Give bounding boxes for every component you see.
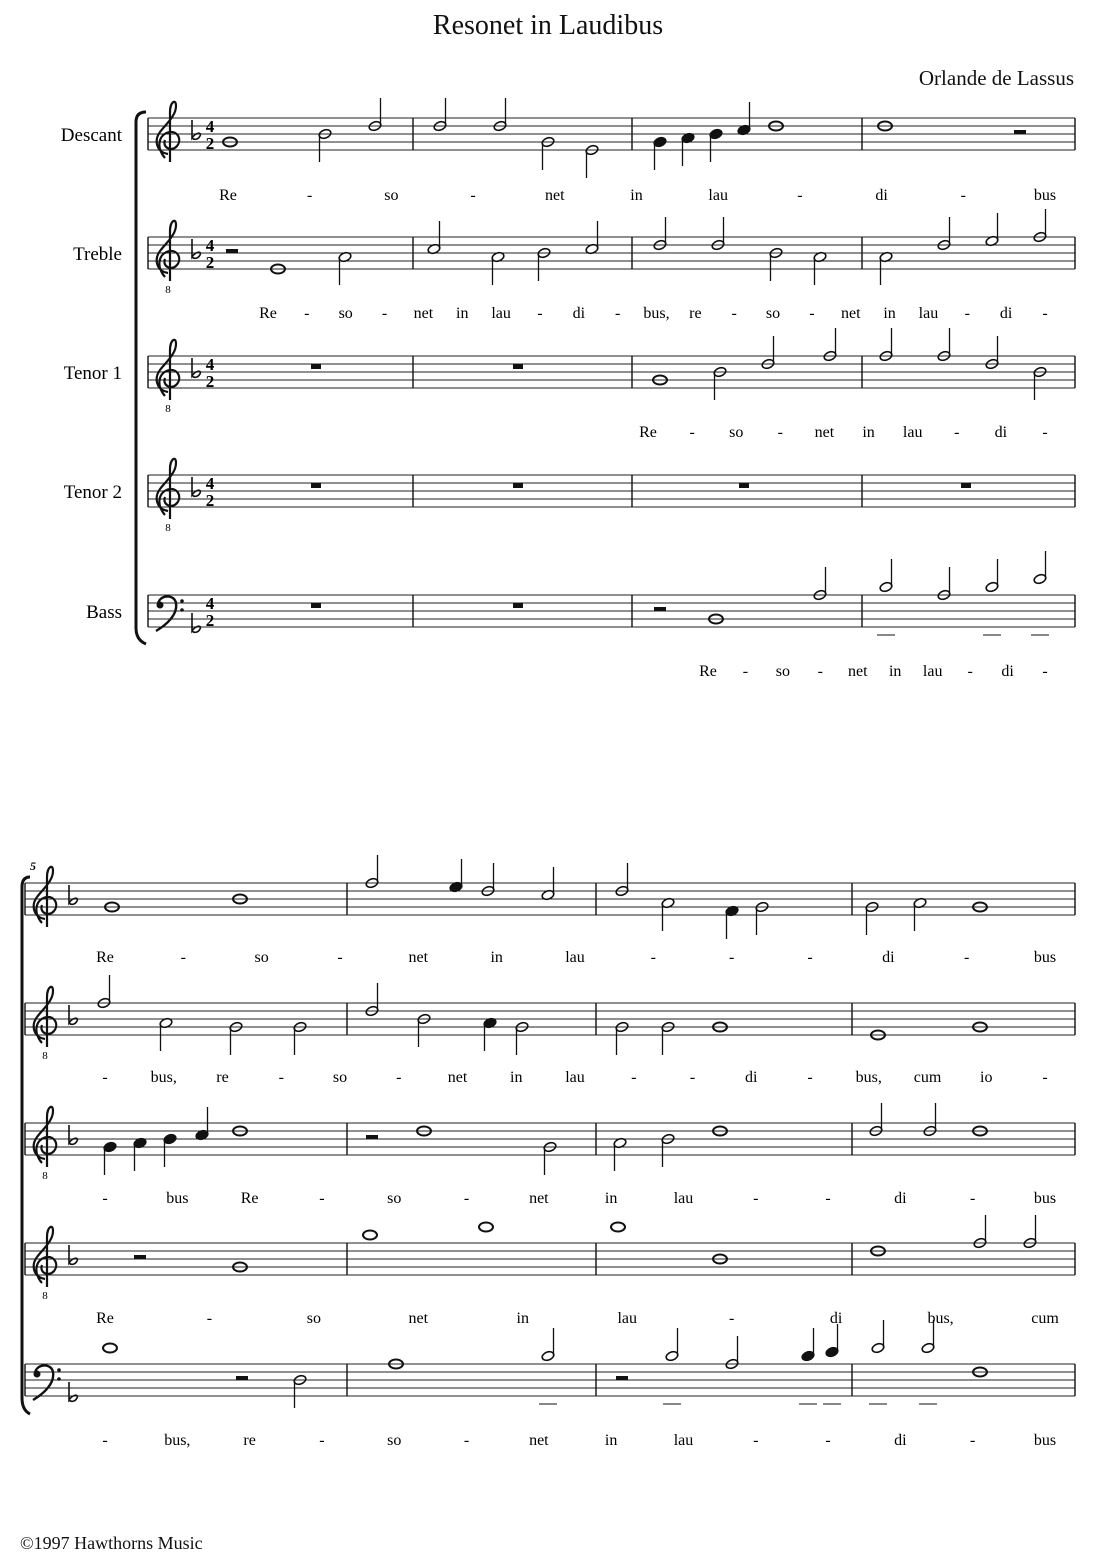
lyric-syllable: - [964,949,970,966]
half-rest [616,1376,628,1380]
part-name: Tenor 2 [63,482,122,503]
whole-note [611,1223,625,1232]
lyric-syllable: - [278,1069,284,1086]
whole-note [479,1223,493,1232]
lyric-syllable: bus, [164,1432,191,1449]
composer-name: Orlande de Lassus [918,66,1074,90]
lyric-syllable: so [775,663,791,680]
lyrics [96,187,1059,1449]
part-labels [30,125,123,873]
lyric-syllable: - [960,187,966,204]
lyric-syllable: - [650,949,656,966]
lyric-syllable: in [490,949,503,966]
flat-icon [69,1382,77,1401]
flat-icon [192,239,200,258]
time-signature-bottom: 2 [205,372,215,391]
lyric-syllable: - [729,1310,735,1327]
lyric-syllable: bus, [150,1069,177,1086]
bass-clef-icon [156,596,184,631]
whole-rest [311,603,321,608]
lyric-syllable: bus [1033,1432,1057,1449]
lyric-syllable: - [809,305,815,322]
lyric-syllable: net [840,305,861,322]
system-bracket [136,112,146,644]
lyric-syllable: Re [96,949,114,966]
lyric-syllable: so [729,424,744,441]
lyric-syllable: di [875,187,888,204]
lyric-syllable: - [396,1069,402,1086]
lyric-syllable: lau [617,1310,637,1327]
whole-rest [311,483,321,488]
lyric-syllable: bus, [855,1069,882,1086]
lyric-syllable: Re [219,187,237,204]
whole-rest [513,603,523,608]
lyric-syllable: - [304,305,310,322]
lyric-syllable: - [463,1432,470,1449]
lyric-syllable: bus [1033,949,1057,966]
whole-note [363,1231,377,1240]
whole-rest [739,483,749,488]
half-rest [134,1255,146,1259]
lyric-syllable: di [829,1310,843,1327]
half-rest [236,1376,248,1380]
treble-clef-icon [34,1227,56,1287]
treble-clef-icon [157,102,179,162]
barlines [22,112,1075,1414]
time-signature-top: 4 [205,117,215,136]
lyric-syllable: in [630,187,643,204]
part-name: Tenor 1 [63,363,122,384]
lyric-syllable: net [529,1190,549,1207]
octave-marker: 8 [165,284,171,296]
lyric-syllable: in [516,1310,530,1327]
lyric-syllable: - [463,1190,470,1207]
system-bracket [22,877,30,1414]
octave-marker: 8 [42,1050,48,1062]
lyric-syllable: Re [240,1190,259,1207]
time-signature-top: 4 [205,355,215,374]
lyric-syllable: re [243,1432,256,1449]
lyric-syllable: bus [1033,1190,1057,1207]
lyric-syllable: in [456,305,469,322]
lyric-syllable: di [999,305,1013,322]
time-signature-bottom: 2 [205,134,215,153]
whole-rest [513,364,523,369]
time-signature-bottom: 2 [205,491,215,510]
lyric-syllable: - [319,1432,325,1449]
lyric-syllable: so [332,1069,348,1086]
lyric-syllable: lau [673,1432,694,1449]
lyric-syllable: net [529,1432,549,1449]
lyric-syllable: - [825,1432,831,1449]
whole-rest [311,364,321,369]
lyric-syllable: so [384,187,399,204]
lyric-syllable: lau [491,305,511,322]
lyric-syllable: lau [673,1190,694,1207]
flat-icon [69,885,77,904]
lyric-syllable: - [1042,305,1048,322]
lyric-syllable: - [964,305,970,322]
lyric-syllable: - [1042,424,1048,441]
half-rest [366,1135,378,1139]
lyric-syllable: in [604,1190,618,1207]
lyric-syllable: in [862,424,875,441]
lyric-syllable: so [338,305,353,322]
flat-icon [69,1005,77,1024]
lyric-syllable: re [216,1069,229,1086]
lyric-syllable: - [970,1432,976,1449]
lyric-syllable: re [689,305,702,322]
score-title: Resonet in Laudibus [432,10,664,41]
time-signature-bottom: 2 [205,253,215,272]
lyric-syllable: - [753,1432,759,1449]
whole-note [103,1344,117,1353]
lyric-syllable: cum [913,1069,942,1086]
lyric-syllable: - [689,1069,696,1086]
lyric-syllable: - [689,424,695,441]
time-signature-top: 4 [205,236,215,255]
part-name: Bass [86,602,122,623]
lyric-syllable: - [742,663,749,680]
flat-icon [192,477,200,496]
octave-marker: 8 [165,403,171,415]
time-signature-top: 4 [205,594,215,613]
lyric-syllable: lau [565,949,585,966]
lyric-syllable: bus, [927,1310,954,1327]
bass-clef-icon [33,1365,61,1400]
lyric-syllable: - [307,187,313,204]
lyric-syllable: - [753,1190,759,1207]
lyric-syllable: - [817,663,823,680]
lyric-syllable: - [102,1432,108,1449]
lyric-syllable: - [102,1069,108,1086]
half-rest [226,249,238,253]
lyric-syllable: so [254,949,269,966]
notes [97,98,1049,1408]
lyric-syllable: - [631,1069,637,1086]
measure-number: 5 [30,859,36,873]
lyric-syllable: Re [259,305,277,322]
lyric-syllable: - [807,1069,813,1086]
treble-clef-icon [157,221,179,281]
time-signature-bottom: 2 [205,611,215,630]
octave-marker: 8 [165,522,171,534]
lyric-syllable: io [980,1069,993,1086]
lyric-syllable: lau [902,424,923,441]
lyric-syllable: net [814,424,835,441]
lyric-syllable: Re [699,663,717,680]
treble-clef-icon [157,459,179,519]
lyric-syllable: - [337,949,343,966]
lyric-syllable: lau [922,663,943,680]
lyric-syllable: di [572,305,586,322]
treble-clef-icon [157,340,179,400]
flat-icon [69,1245,77,1264]
lyric-syllable: lau [918,305,939,322]
lyric-syllable: net [447,1069,468,1086]
lyric-syllable: net [848,663,868,680]
lyric-syllable: in [888,663,902,680]
lyric-syllable: di [882,949,895,966]
lyric-syllable: lau [708,187,728,204]
lyric-syllable: net [408,1310,429,1327]
lyric-syllable: in [510,1069,523,1086]
lyric-syllable: - [967,663,973,680]
lyric-syllable: so [387,1432,402,1449]
lyric-syllable: bus, [643,305,670,322]
treble-clef-icon [34,987,56,1047]
half-rest [654,607,666,611]
lyric-syllable: - [1042,1069,1048,1086]
lyric-syllable: - [797,187,803,204]
lyric-syllable: net [408,949,429,966]
treble-clef-icon [34,867,56,927]
lyric-syllable: - [206,1310,213,1327]
lyric-syllable: net [413,305,434,322]
lyric-syllable: - [537,305,543,322]
part-name: Treble [73,244,122,265]
half-rest [1014,130,1026,134]
lyric-syllable: so [765,305,781,322]
time-signature-top: 4 [205,474,215,493]
lyric-syllable: - [825,1190,831,1207]
lyric-syllable: - [470,187,476,204]
lyric-syllable: net [545,187,565,204]
lyric-syllable: - [102,1190,108,1207]
lyric-syllable: so [387,1190,402,1207]
flat-icon [192,613,200,632]
lyric-syllable: di [894,1190,907,1207]
treble-clef-icon [34,1107,56,1167]
lyric-syllable: so [306,1310,322,1327]
lyric-syllable: - [970,1190,976,1207]
lyric-syllable: - [729,949,735,966]
lyric-syllable: cum [1031,1310,1059,1327]
flat-icon [192,120,200,139]
lyric-syllable: - [777,424,783,441]
lyric-syllable: lau [565,1069,585,1086]
lyric-syllable: - [954,424,960,441]
lyric-syllable: Re [96,1310,114,1327]
flat-icon [192,358,200,377]
whole-rest [961,483,971,488]
part-name: Descant [60,125,122,146]
copyright-notice: ©1997 Hawthorns Music [20,1533,203,1553]
lyric-syllable: - [614,305,621,322]
lyric-syllable: in [883,305,896,322]
flat-icon [69,1125,77,1144]
lyric-syllable: - [1042,663,1048,680]
whole-rest [513,483,523,488]
lyric-syllable: bus [166,1190,189,1207]
lyric-syllable: - [731,305,737,322]
lyric-syllable: - [319,1190,325,1207]
lyric-syllable: - [807,949,813,966]
lyric-syllable: - [180,949,186,966]
lyric-syllable: in [604,1432,618,1449]
lyric-syllable: bus [1033,187,1057,204]
octave-marker: 8 [42,1290,48,1302]
octave-marker: 8 [42,1170,48,1182]
lyric-syllable: di [894,1432,907,1449]
lyric-syllable: Re [639,424,657,441]
lyric-syllable: di [745,1069,758,1086]
lyric-syllable: - [381,305,388,322]
lyric-syllable: di [1001,663,1014,680]
lyric-syllable: di [994,424,1008,441]
